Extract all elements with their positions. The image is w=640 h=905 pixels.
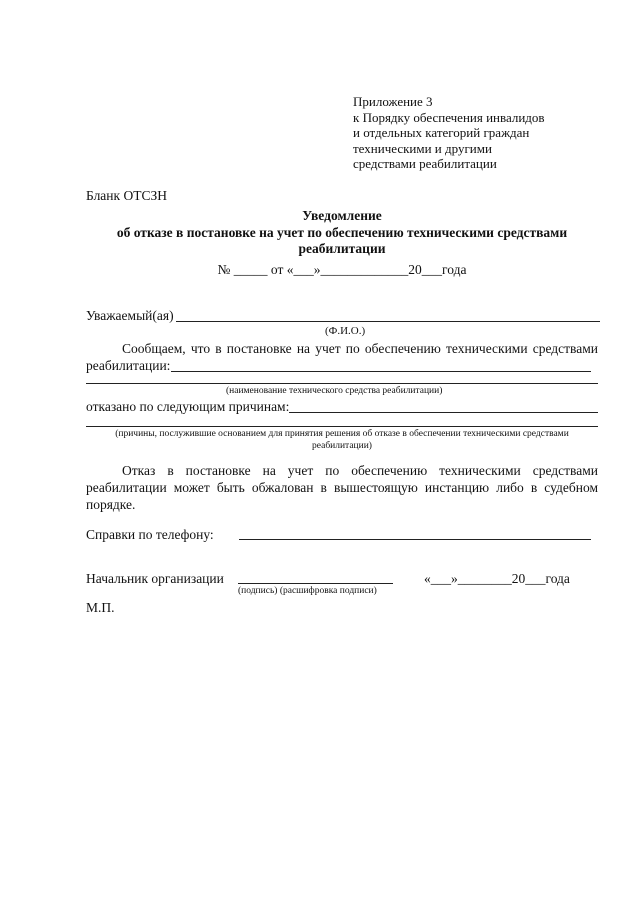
fio-caption: (Ф.И.О.) (325, 325, 366, 337)
document-subtitle: об отказе в постановке на учет по обеспечению техническими средствами (116, 225, 568, 240)
device-label: реабилитации: (86, 358, 171, 373)
signature-date-line: «___»________20___года (424, 571, 570, 586)
appendix-line: техническими и другими (353, 140, 492, 156)
signature-field-line[interactable] (238, 583, 393, 584)
appeal-paragraph-line: Отказ в постановке на учет по обеспечению техническими средствами (122, 463, 598, 478)
appendix-line: и отдельных категорий граждан (353, 125, 530, 140)
phone-field-line[interactable] (239, 539, 591, 540)
phone-label: Справки по телефону: (86, 527, 214, 542)
document-subtitle-continued: реабилитации (298, 241, 386, 256)
number-date-line: № _____ от «___»_____________20___года (217, 262, 467, 277)
head-label: Начальник организации (86, 571, 224, 586)
reasons-caption: (причины, послужившие основанием для принятия решения об отказе в обеспечении техническими средствами (115, 429, 569, 439)
reasons-caption-continued: реабилитации) (312, 441, 372, 451)
reasons-field-line[interactable] (289, 412, 598, 413)
appendix-line: к Порядку обеспечения инвалидов (353, 109, 545, 125)
appendix-line: Приложение 3 (353, 94, 433, 109)
notice-paragraph-line: Сообщаем, что в постановке на учет по обеспечению техническими средствами (122, 341, 598, 356)
salutation-label: Уважаемый(ая) (86, 308, 174, 323)
reasons-field-line-2[interactable] (86, 426, 598, 427)
document-title: Уведомление (302, 208, 382, 223)
device-field-line[interactable] (171, 371, 591, 372)
appendix-reference (353, 94, 545, 172)
signature-caption: (подпись) (расшифровка подписи) (238, 586, 377, 596)
device-caption: (наименование технического средства реабилитации) (226, 386, 443, 396)
appeal-paragraph-line: порядке. (86, 497, 136, 512)
form-label: Бланк ОТСЗН (86, 188, 167, 203)
appendix-line: средствами реабилитации (353, 156, 497, 171)
appeal-paragraph-line: реабилитации может быть обжалован в вышестоящую инстанцию либо в судебном (86, 480, 598, 495)
refused-label: отказано по следующим причинам: (86, 399, 290, 414)
device-field-line-2[interactable] (86, 383, 598, 384)
fio-field-line[interactable] (176, 321, 600, 322)
stamp-label: М.П. (86, 600, 115, 615)
